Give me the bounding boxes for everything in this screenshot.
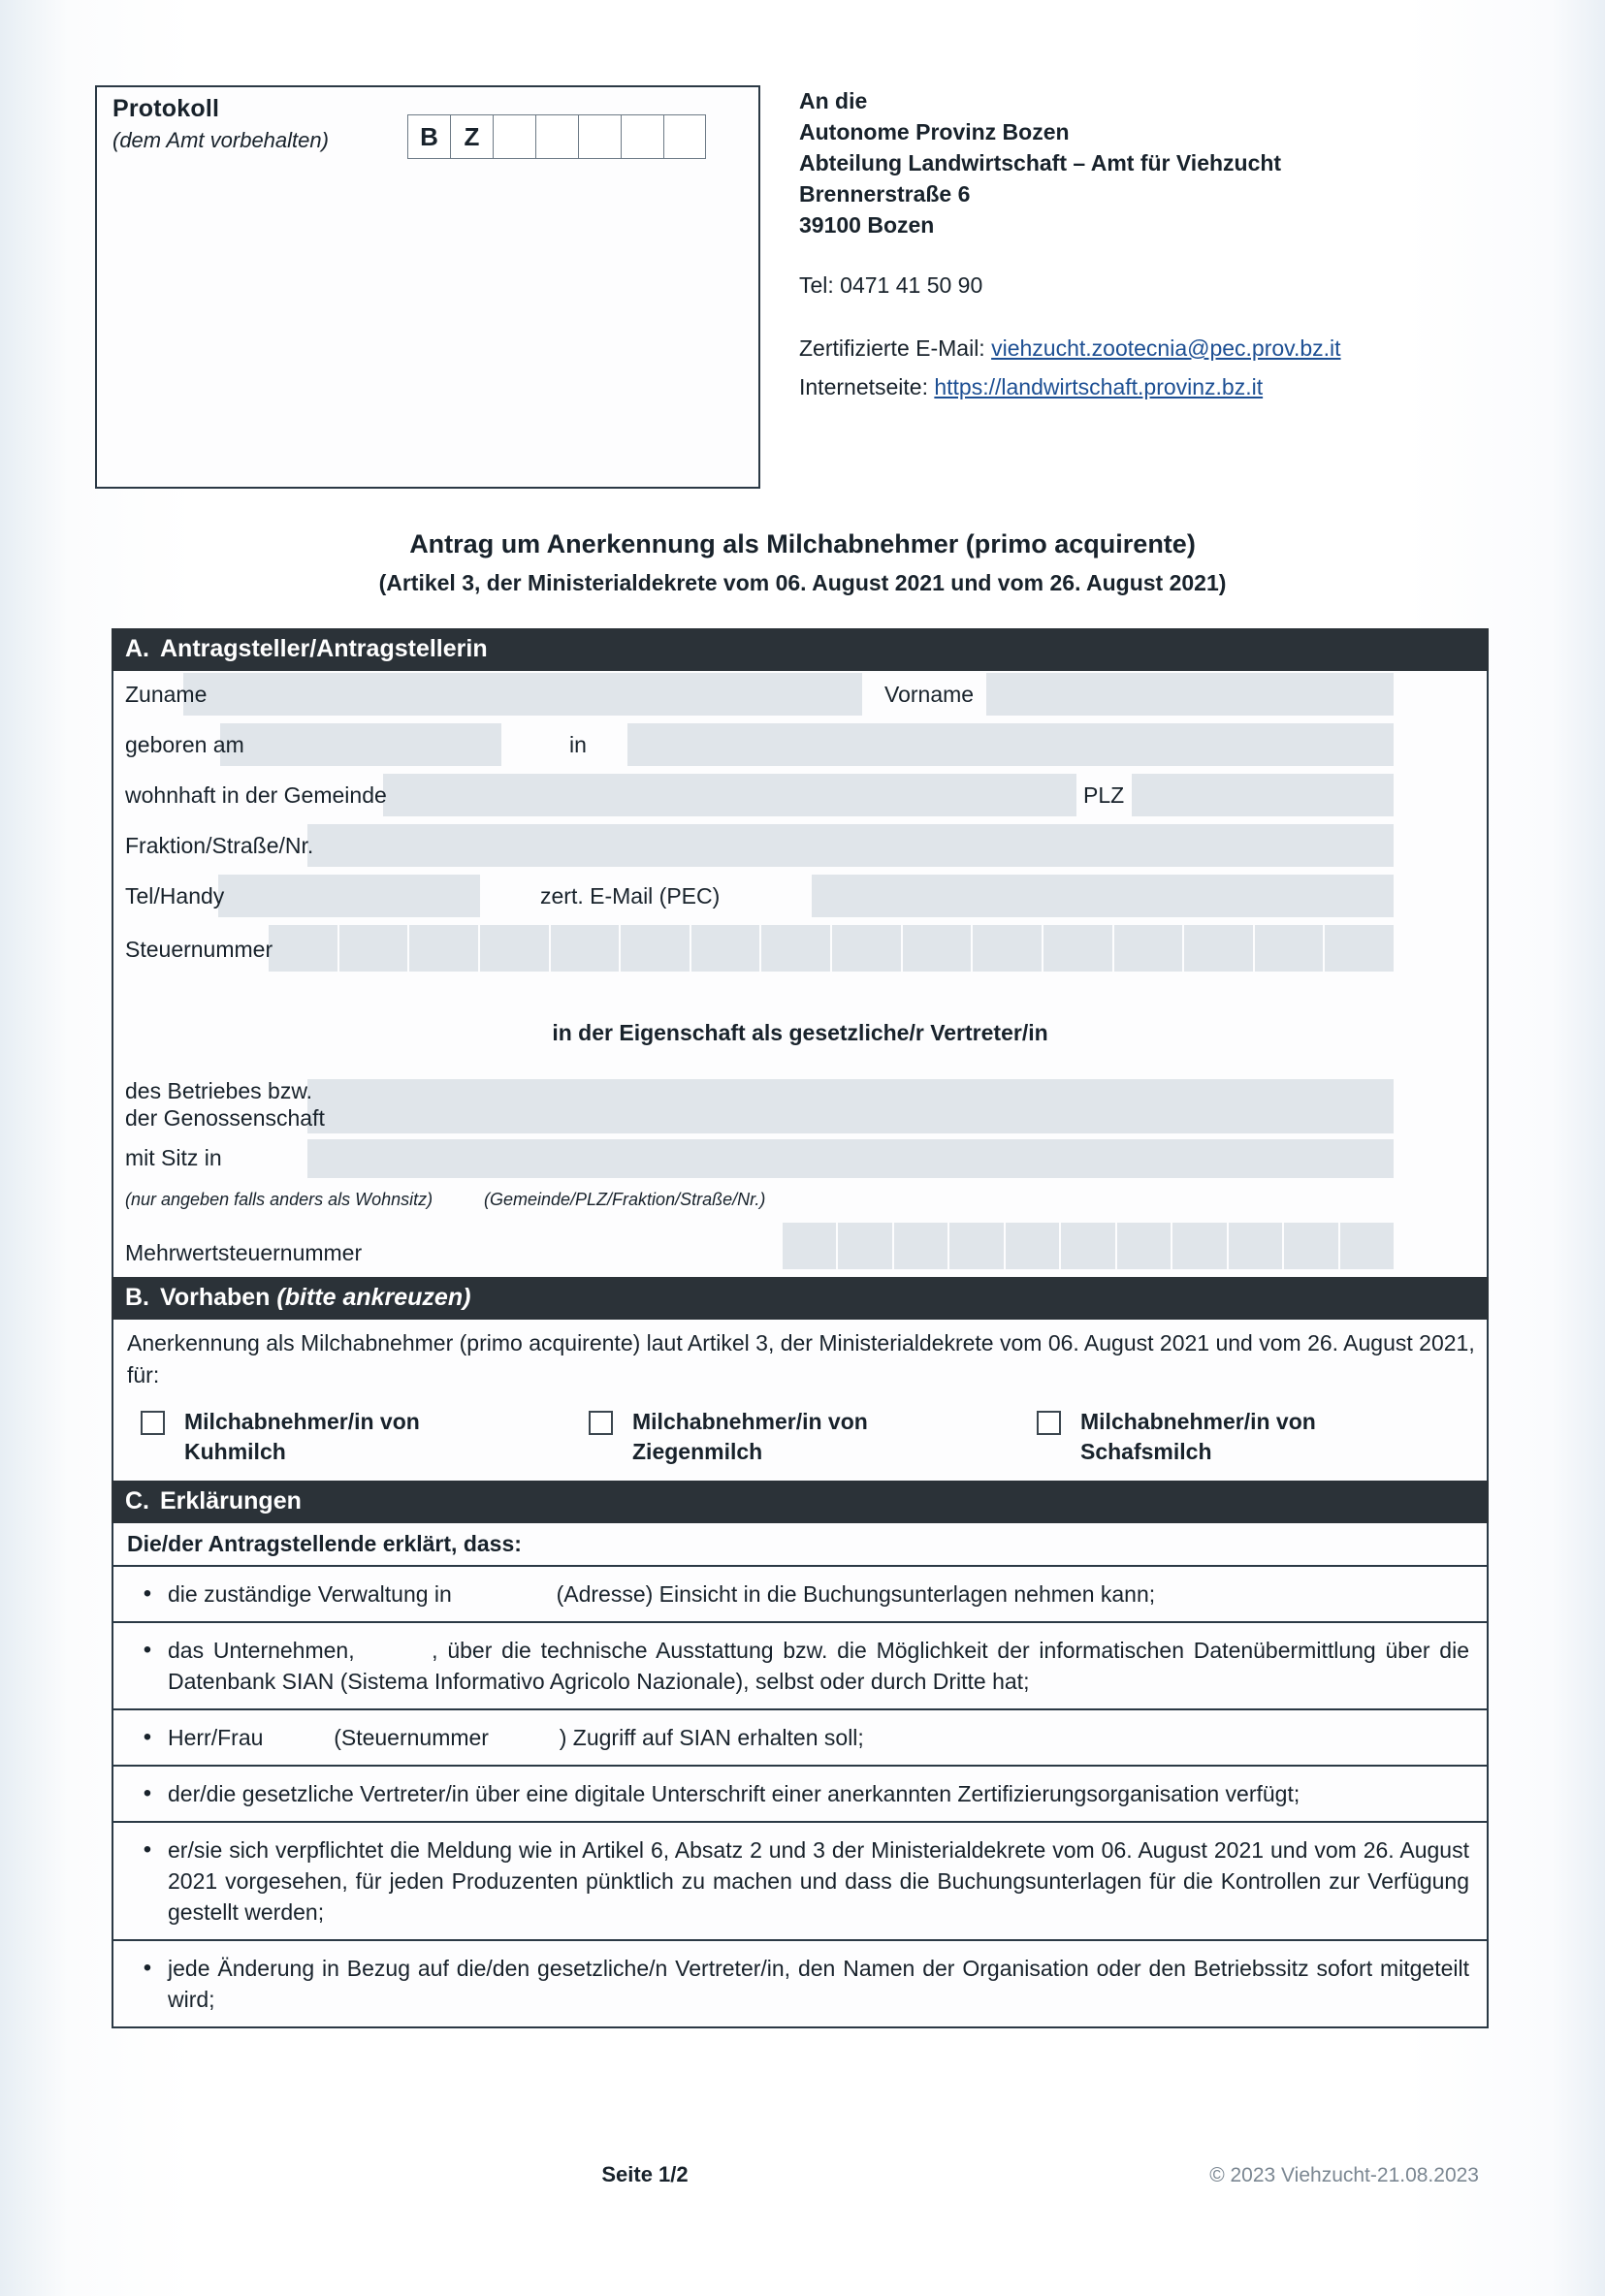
protokoll-box <box>95 85 760 489</box>
protokoll-code-cell-4[interactable] <box>535 114 578 159</box>
bullet-icon: • <box>143 1955 152 1981</box>
protokoll-title: Protokoll <box>112 95 220 122</box>
option-kuhmilch-label <box>184 1407 420 1467</box>
bullet-icon: • <box>143 1836 152 1863</box>
section-b-heading: Vorhaben <box>160 1284 271 1311</box>
vorname-label: Vorname <box>884 682 975 707</box>
section-c-letter: C. <box>125 1487 149 1515</box>
declaration-text-3 <box>168 1722 1469 1753</box>
recipient-line-2: Autonome Provinz Bozen <box>799 119 1070 144</box>
geboren-am-input[interactable] <box>220 723 501 766</box>
zuname-label: Zuname <box>125 682 208 707</box>
gemeinde-input[interactable] <box>383 774 1076 816</box>
declaration-2-part-1: das Unternehmen, <box>168 1638 355 1663</box>
section-a-body <box>112 671 1489 1277</box>
declaration-3-part-1: Herr/Frau <box>168 1725 264 1750</box>
page-number: Seite 1/2 <box>601 2162 689 2186</box>
section-b-intro: Anerkennung als Milchabnehmer (primo acquirente) laut Artikel 3, der Ministerialdekrete vom 06. August 2021 und vom 26. August 2021, für: <box>127 1330 1475 1387</box>
document-title: Antrag um Anerkennung als Milchabnehmer (primo acquirente) <box>409 529 1196 558</box>
declaration-1-part-1: die zuständige Verwaltung in <box>168 1581 452 1607</box>
protokoll-code-cell-3[interactable] <box>493 114 535 159</box>
declaration-2-part-2: , über die technische Ausstattung bzw. die Möglichkeit der informatischen Datenübermittlung über die Datenbank SIAN (Sistema Informativo Agricolo Nazionale), selbst oder durch Dritte hat; <box>168 1638 1469 1694</box>
capacity-note: in der Eigenschaft als gesetzliche/r Vertreter/in <box>552 1020 1048 1045</box>
row-seat <box>113 1139 1487 1184</box>
checkbox-schafsmilch[interactable] <box>1037 1411 1061 1435</box>
row-street <box>113 822 1487 873</box>
bullet-icon: • <box>143 1724 152 1750</box>
bullet-icon: • <box>143 1580 152 1607</box>
bullet-icon: • <box>143 1637 152 1663</box>
option-kuhmilch[interactable] <box>141 1407 589 1467</box>
geboren-am-label: geboren am <box>125 732 244 757</box>
row-contact <box>113 873 1487 923</box>
section-c-intro: Die/der Antragstellende erklärt, dass: <box>113 1523 1487 1567</box>
betrieb-genossenschaft-input[interactable] <box>307 1079 1394 1133</box>
option-schafsmilch-line2: Schafsmilch <box>1080 1439 1212 1464</box>
recipient-line-3: Abteilung Landwirtschaft – Amt für Viehzucht <box>799 150 1282 175</box>
option-ziegenmilch-label <box>632 1407 868 1467</box>
option-schafsmilch[interactable] <box>1037 1407 1485 1467</box>
row-company <box>113 1079 1487 1139</box>
declaration-text-4: der/die gesetzliche Vertreter/in über eine digitale Unterschrift einer anerkannten Zertifizierungsorganisation verfügt; <box>168 1781 1300 1806</box>
protokoll-code-cell-5[interactable] <box>578 114 621 159</box>
section-b-body <box>112 1320 1489 1481</box>
declaration-item-3 <box>113 1710 1487 1767</box>
declaration-3-part-3: ) Zugriff auf SIAN erhalten soll; <box>559 1725 864 1750</box>
mehrwertsteuernummer-label: Mehrwertsteuernummer <box>125 1240 363 1265</box>
protokoll-code-grid[interactable] <box>407 114 706 159</box>
recipient-address-block <box>799 85 1495 403</box>
row-taxcode <box>113 923 1487 977</box>
declaration-item-4 <box>113 1767 1487 1823</box>
recipient-line-4: Brennerstraße 6 <box>799 181 971 207</box>
protokoll-code-cell-1[interactable]: B <box>407 114 450 159</box>
section-a-heading: Antragsteller/Antragstellerin <box>160 635 488 662</box>
recipient-website-label: Internetseite: <box>799 374 928 399</box>
protokoll-code-cell-7[interactable] <box>663 114 706 159</box>
protokoll-subtitle: (dem Amt vorbehalten) <box>112 128 329 152</box>
section-b-letter: B. <box>125 1284 149 1311</box>
recipient-line-1: An die <box>799 88 868 113</box>
plz-label: PLZ <box>1083 782 1125 808</box>
wohnhaft-label: wohnhaft in der Gemeinde <box>125 782 387 808</box>
bullet-icon: • <box>143 1780 152 1806</box>
row-vat <box>113 1223 1487 1277</box>
steuernummer-input[interactable] <box>269 925 1394 972</box>
pec-input[interactable] <box>812 875 1394 917</box>
option-schafsmilch-line1: Milchabnehmer/in von <box>1080 1409 1316 1434</box>
declaration-text-2 <box>168 1635 1469 1697</box>
row-name <box>113 671 1487 721</box>
plz-input[interactable] <box>1132 774 1394 816</box>
form-body <box>112 628 1489 2028</box>
declaration-item-6 <box>113 1941 1487 2026</box>
header-row <box>95 85 1495 491</box>
section-a-letter: A. <box>125 635 149 662</box>
zuname-input[interactable] <box>183 673 862 716</box>
geburtsort-input[interactable] <box>627 723 1394 766</box>
fraktion-strasse-label: Fraktion/Straße/Nr. <box>125 833 314 858</box>
declaration-3-part-2: (Steuernummer <box>334 1725 489 1750</box>
row-birth <box>113 721 1487 772</box>
row-seat-notes <box>113 1184 1487 1223</box>
option-ziegenmilch[interactable] <box>589 1407 1037 1467</box>
option-ziegenmilch-line2: Ziegenmilch <box>632 1439 763 1464</box>
mehrwertsteuernummer-input[interactable] <box>783 1223 1394 1269</box>
recipient-line-5: 39100 Bozen <box>799 212 935 238</box>
sitz-input[interactable] <box>307 1139 1394 1178</box>
telefon-label: Tel/Handy <box>125 883 225 909</box>
declaration-text-5: er/sie sich verpflichtet die Meldung wie in Artikel 6, Absatz 2 und 3 der Ministerialdekrete vom 06. August 2021 und vom 26. August 2021 vorgesehen, für jeden Produzenten pünktlich zu machen und dass die Buchungsunterlagen für die Kontrollen zur Verfügung gestellt werden; <box>168 1837 1469 1925</box>
recipient-website-row <box>799 370 1495 403</box>
recipient-telephone: Tel: 0471 41 50 90 <box>799 272 983 298</box>
option-schafsmilch-label <box>1080 1407 1316 1467</box>
betrieb-label-line1: des Betriebes bzw. <box>125 1078 313 1103</box>
section-a-header <box>112 628 1489 671</box>
protokoll-code-cell-2[interactable]: Z <box>450 114 493 159</box>
page-footer <box>112 2162 1489 2201</box>
sitz-format-note: (Gemeinde/PLZ/Fraktion/Straße/Nr.) <box>484 1190 766 1209</box>
recipient-email-label: Zertifizierte E-Mail: <box>799 335 985 361</box>
milk-type-options <box>113 1395 1487 1481</box>
checkbox-ziegenmilch[interactable] <box>589 1411 613 1435</box>
checkbox-kuhmilch[interactable] <box>141 1411 165 1435</box>
recipient-website-link[interactable]: https://landwirtschaft.provinz.bz.it <box>934 374 1264 399</box>
declaration-1-part-2: (Adresse) Einsicht in die Buchungsunterlagen nehmen kann; <box>556 1581 1156 1607</box>
section-c-body <box>112 1523 1489 2028</box>
fraktion-strasse-input[interactable] <box>307 824 1394 867</box>
option-ziegenmilch-line1: Milchabnehmer/in von <box>632 1409 868 1434</box>
telefon-input[interactable] <box>218 875 480 917</box>
declaration-item-5 <box>113 1823 1487 1941</box>
pec-label: zert. E-Mail (PEC) <box>540 883 721 909</box>
option-kuhmilch-line1: Milchabnehmer/in von <box>184 1409 420 1434</box>
declaration-item-2 <box>113 1623 1487 1710</box>
declaration-text-1 <box>168 1578 1469 1610</box>
document-subtitle: (Artikel 3, der Ministerialdekrete vom 06. August 2021 und vom 26. August 2021) <box>378 570 1227 595</box>
copyright-notice: © 2023 Viehzucht-21.08.2023 <box>1209 2164 1479 2186</box>
recipient-email-row <box>799 332 1495 365</box>
section-b-heading-note: (bitte ankreuzen) <box>276 1284 471 1311</box>
declaration-text-6: jede Änderung in Bezug auf die/den gesetzliche/n Vertreter/in, den Namen der Organisation oder den Betriebssitz sofort mitgeteilt wird; <box>168 1956 1469 2012</box>
vorname-input[interactable] <box>986 673 1394 716</box>
section-c-heading: Erklärungen <box>160 1487 302 1515</box>
section-c-header <box>112 1481 1489 1523</box>
sitz-label: mit Sitz in <box>125 1145 222 1170</box>
protokoll-code-cell-6[interactable] <box>621 114 663 159</box>
declaration-item-1 <box>113 1567 1487 1623</box>
row-residence <box>113 772 1487 822</box>
betrieb-label-line2: der Genossenschaft <box>125 1105 325 1131</box>
steuernummer-label: Steuernummer <box>125 937 273 962</box>
option-kuhmilch-line2: Kuhmilch <box>184 1439 286 1464</box>
sitz-note: (nur angeben falls anders als Wohnsitz) <box>125 1190 433 1209</box>
section-b-header <box>112 1277 1489 1320</box>
geburtsort-label: in <box>569 732 587 757</box>
recipient-email-link[interactable]: viehzucht.zootecnia@pec.prov.bz.it <box>991 335 1341 361</box>
betrieb-label <box>125 1077 325 1132</box>
